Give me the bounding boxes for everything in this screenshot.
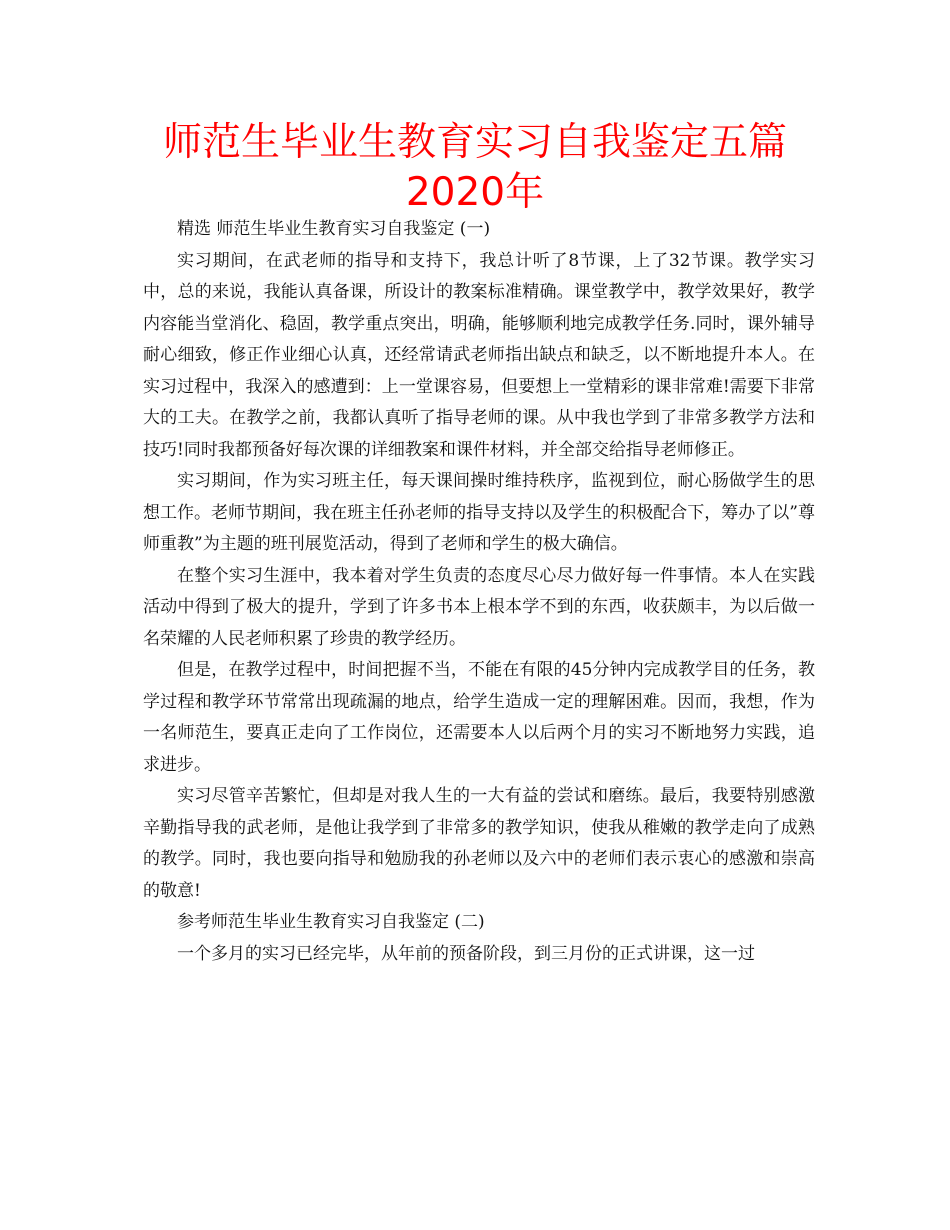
paragraph: 实习尽管辛苦繁忙，但却是对我人生的一大有益的尝试和磨练。最后，我要特别感激辛勤指导我的武老师，是他让我学到了非常多的教学知识，使我从稚嫩的教学走向了成熟的教学。同时，我也要向指导和勉励我的孙老师以及六中的老师们表示衷心的感激和崇高的敬意!	[143, 786, 815, 901]
section-heading-1: 精选 师范生毕业生教育实习自我鉴定 (一)	[177, 219, 491, 239]
paragraph: 但是，在教学过程中，时间把握不当，不能在有限的45分钟内完成教学目的任务，教学过程和教学环节常常出现疏漏的地点，给学生造成一定的理解困难。因而，我想，作为一名师范生，要真正走向了工作岗位，还需要本人以后两个月的实习不断地努力实践，追求进步。	[143, 660, 815, 775]
paragraph: 实习期间，在武老师的指导和支持下，我总计听了8节课，上了32节课。教学实习中，总的来说，我能认真备课，所设计的教案标准精确。课堂教学中，教学效果好，教学内容能当堂消化、稳固，教学重点突出，明确，能够顺利地完成教学任务.同时，课外辅导耐心细致，修正作业细心认真，还经常请武老师指出缺点和缺乏，以不断地提升本人。在实习过程中，我深入的感遭到：上一堂课容易，但要想上一堂精彩的课非常难!需要下非常大的工夫。在教学之前，我都认真听了指导老师的课。从中我也学到了非常多教学方法和技巧!同时我都预备好每次课的详细教案和课件材料，并全部交给指导老师修正。	[143, 250, 815, 460]
paragraph: 在整个实习生涯中，我本着对学生负责的态度尽心尽力做好每一件事情。本人在实践活动中得到了极大的提升，学到了许多书本上根本学不到的东西，收获颇丰，为以后做一名荣耀的人民老师积累了珍贵的教学经历。	[143, 565, 815, 649]
paragraph: 一个多月的实习已经完毕，从年前的预备阶段，到三月份的正式讲课，这一过	[177, 943, 755, 964]
section-heading-2: 参考师范生毕业生教育实习自我鉴定 (二)	[177, 912, 485, 932]
document-title: 师范生毕业生教育实习自我鉴定五篇2020年	[162, 120, 787, 215]
paragraph: 实习期间，作为实习班主任，每天课间操时维持秩序，监视到位，耐心肠做学生的思想工作。老师节期间，我在班主任孙老师的指导支持以及学生的积极配合下，筹办了以”尊师重教”为主题的班刊展览活动，得到了老师和学生的极大确信。	[143, 471, 815, 554]
document-body	[143, 214, 815, 970]
